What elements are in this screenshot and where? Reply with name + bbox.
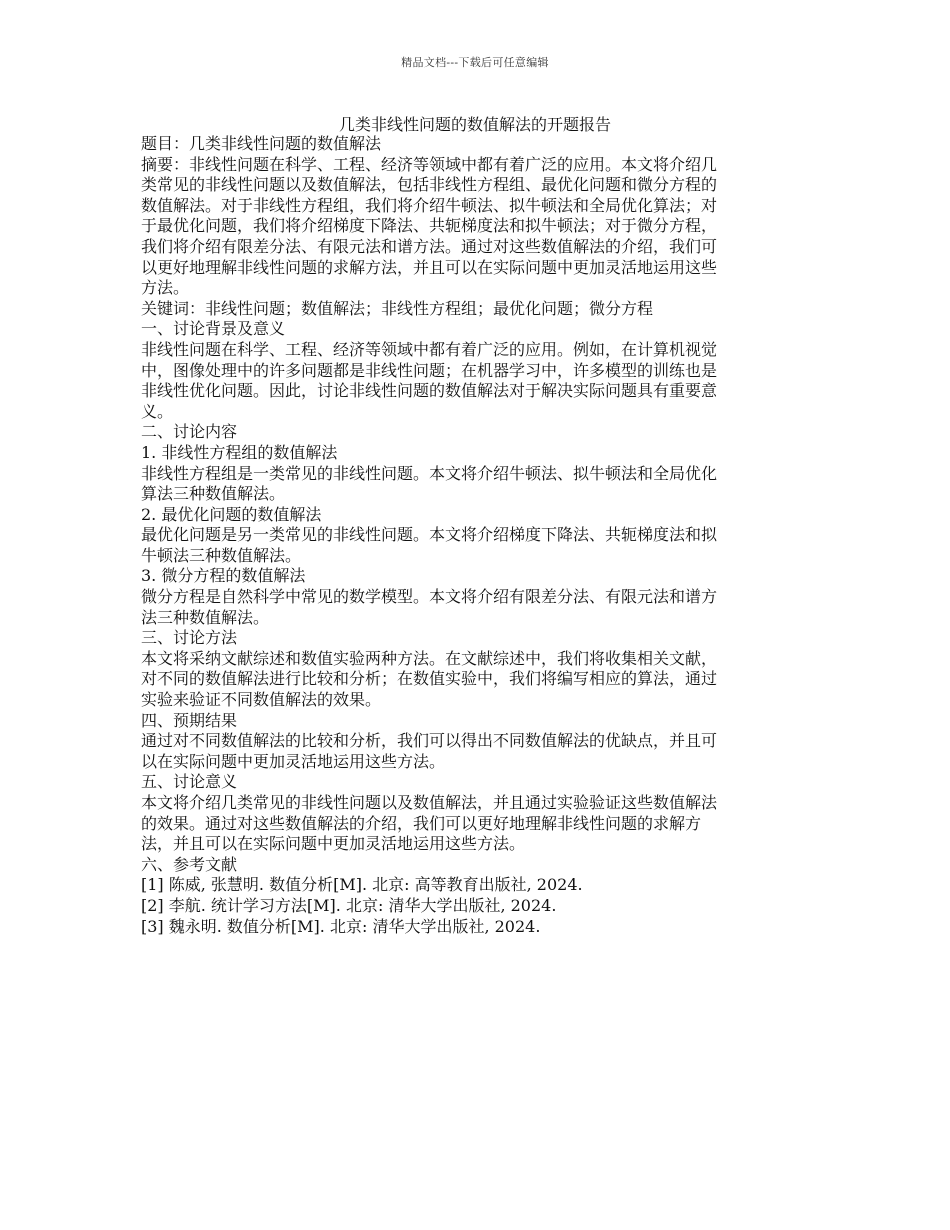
text-line: 微分方程是自然科学中常见的数学模型。本文将介绍有限差分法、有限元法和谱方 bbox=[141, 587, 718, 607]
text-line: 非线性方程组是一类常见的非线性问题。本文将介绍牛顿法、拟牛顿法和全局优化 bbox=[141, 463, 718, 483]
text-line: 义。 bbox=[141, 401, 174, 421]
text-line: 本文将采纳文献综述和数值实验两种方法。在文献综述中，我们将收集相关文献， bbox=[141, 648, 718, 668]
text-line: 三、讨论方法 bbox=[141, 628, 238, 648]
text-line: 通过对不同数值解法的比较和分析，我们可以得出不同数值解法的优缺点，并且可 bbox=[141, 731, 718, 751]
text-line: [1] 陈威, 张慧明. 数值分析[M]. 北京: 高等教育出版社, 2024. bbox=[141, 875, 583, 895]
text-line: 对不同的数值解法进行比较和分析；在数值实验中，我们将编写相应的算法，通过 bbox=[141, 669, 718, 689]
text-line: 法三种数值解法。 bbox=[141, 607, 270, 627]
text-line: 非线性优化问题。因此，讨论非线性问题的数值解法对于解决实际问题具有重要意 bbox=[141, 381, 718, 401]
text-line: 类常见的非线性问题以及数值解法，包括非线性方程组、最优化问题和微分方程的 bbox=[141, 175, 718, 195]
text-line: 关键词：非线性问题；数值解法；非线性方程组；最优化问题；微分方程 bbox=[141, 298, 654, 318]
text-line: 牛顿法三种数值解法。 bbox=[141, 545, 302, 565]
text-line: 摘要：非线性问题在科学、工程、经济等领域中都有着广泛的应用。本文将介绍几 bbox=[141, 154, 718, 174]
text-line: 方法。 bbox=[141, 278, 190, 298]
text-line: 二、讨论内容 bbox=[141, 422, 238, 442]
document-title: 几类非线性问题的数值解法的开题报告 bbox=[338, 115, 611, 134]
text-line: [3] 魏永明. 数值分析[M]. 北京: 清华大学出版社, 2024. bbox=[141, 916, 541, 936]
text-line: 以在实际问题中更加灵活地运用这些方法。 bbox=[141, 751, 446, 771]
text-line: 3. 微分方程的数值解法 bbox=[141, 566, 306, 586]
text-line: 题目：几类非线性问题的数值解法 bbox=[141, 134, 382, 153]
text-line: 六、参考文献 bbox=[141, 854, 238, 874]
text-line: 最优化问题是另一类常见的非线性问题。本文将介绍梯度下降法、共轭梯度法和拟 bbox=[141, 525, 718, 545]
text-line: 一、讨论背景及意义 bbox=[141, 319, 286, 339]
text-line: 于最优化问题，我们将介绍梯度下降法、共轭梯度法和拟牛顿法；对于微分方程， bbox=[141, 216, 718, 236]
text-line: 实验来验证不同数值解法的效果。 bbox=[141, 690, 382, 710]
text-line: 四、预期结果 bbox=[141, 710, 238, 730]
text-line: 2. 最优化问题的数值解法 bbox=[141, 504, 322, 524]
text-line: 中，图像处理中的许多问题都是非线性问题；在机器学习中，许多模型的训练也是 bbox=[141, 360, 718, 380]
document-body bbox=[141, 134, 813, 937]
text-line: 1. 非线性方程组的数值解法 bbox=[141, 442, 338, 462]
text-line: 的效果。通过对这些数值解法的介绍，我们可以更好地理解非线性问题的求解方 bbox=[141, 813, 702, 833]
page-header-note: 精品文档---下载后可任意编辑 bbox=[401, 56, 549, 69]
text-line: 算法三种数值解法。 bbox=[141, 484, 286, 504]
text-line: 数值解法。对于非线性方程组，我们将介绍牛顿法、拟牛顿法和全局优化算法；对 bbox=[141, 195, 718, 215]
text-line: 以更好地理解非线性问题的求解方法，并且可以在实际问题中更加灵活地运用这些 bbox=[141, 257, 718, 277]
text-line: 法，并且可以在实际问题中更加灵活地运用这些方法。 bbox=[141, 834, 526, 854]
text-line: 本文将介绍几类常见的非线性问题以及数值解法，并且通过实验验证这些数值解法 bbox=[141, 793, 718, 812]
text-line: 非线性问题在科学、工程、经济等领域中都有着广泛的应用。例如，在计算机视觉 bbox=[141, 339, 718, 359]
text-line: 我们将介绍有限差分法、有限元法和谱方法。通过对这些数值解法的介绍，我们可 bbox=[141, 236, 718, 256]
text-line: 五、讨论意义 bbox=[141, 772, 238, 792]
text-line: [2] 李航. 统计学习方法[M]. 北京: 清华大学出版社, 2024. bbox=[141, 895, 557, 915]
